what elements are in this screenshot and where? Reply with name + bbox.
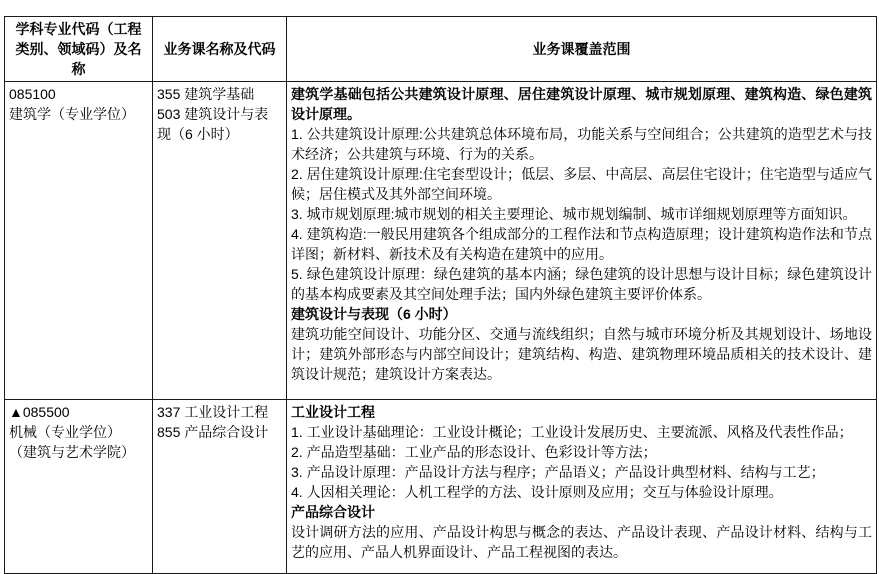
scope-paragraph: 5. 绿色建筑设计原理：绿色建筑的基本内涵；绿色建筑的设计思想与设计目标；绿色建筑设计的基本构成要素及其空间处理手法；国内外绿色建筑主要评价体系。 [291, 266, 872, 302]
course-scope-cell [287, 82, 877, 400]
major-code-line: 机械（专业学位） [9, 424, 121, 440]
scope-paragraph: 2. 产品造型基础：工业产品的形态设计、色彩设计等方法； [291, 444, 657, 460]
table-row [5, 82, 877, 400]
scope-section-heading: 产品综合设计 [291, 504, 375, 520]
course-name-cell [153, 400, 287, 574]
exam-subjects-table [4, 16, 877, 574]
major-code-line: 085100 [9, 86, 56, 102]
scope-paragraph: 4. 建筑构造:一般民用建筑各个组成部分的工程作法和节点构造原理；设计建筑构造作法和节点详图；新材料、新技术及有关构造在建筑中的应用。 [291, 226, 872, 262]
course-name-line: 855 产品综合设计 [157, 424, 269, 440]
major-code-cell [5, 400, 153, 574]
scope-paragraph: 1. 工业设计基础理论：工业设计概论；工业设计发展历史、主要流派、风格及代表性作品； [291, 424, 853, 440]
scope-paragraph: 3. 城市规划原理:城市规划的相关主要理论、城市规划编制、城市详细规划原理等方面知识。 [291, 206, 857, 222]
major-code-line: 建筑学（专业学位） [9, 106, 135, 122]
scope-paragraph: 2. 居住建筑设计原理:住宅套型设计；低层、多层、中高层、高层住宅设计；住宅造型与适应气候；居住模式及其外部空间环境。 [291, 166, 872, 202]
header-row [5, 17, 877, 82]
scope-paragraph: 建筑功能空间设计、功能分区、交通与流线组织；自然与城市环境分析及其规划设计、场地设计；建筑外部形态与内部空间设计；建筑结构、构造、建筑物理环境品质相关的技术设计、建筑设计规范；建筑设计方案表达。 [291, 326, 872, 382]
major-code-line: （建筑与艺术学院） [9, 444, 135, 460]
course-name-line: 503 建筑设计与表现（6 小时） [157, 106, 269, 142]
scope-section-heading: 建筑设计与表现（6 小时） [291, 306, 457, 322]
header-course-name: 业务课名称及代码 [153, 17, 287, 82]
scope-section-heading: 建筑学基础包括公共建筑设计原理、居住建筑设计原理、城市规划原理、建筑构造、绿色建筑设计原理。 [291, 86, 872, 122]
scope-paragraph: 4. 人因相关理论：人机工程学的方法、设计原则及应用；交互与体验设计原理。 [291, 484, 783, 500]
scope-paragraph: 1. 公共建筑设计原理:公共建筑总体环境布局，功能关系与空间组合；公共建筑的造型艺术与技术经济；公共建筑与环境、行为的关系。 [291, 126, 872, 162]
scope-paragraph: 3. 产品设计原理：产品设计方法与程序；产品语义；产品设计典型材料、结构与工艺； [291, 464, 825, 480]
table-row [5, 400, 877, 574]
scope-section-heading: 工业设计工程 [291, 404, 375, 420]
scope-paragraph: 设计调研方法的应用、产品设计构思与概念的表达、产品设计表现、产品设计材料、结构与工艺的应用、产品人机界面设计、产品工程视图的表达。 [291, 524, 872, 560]
course-name-line: 337 工业设计工程 [157, 404, 269, 420]
header-major-code: 学科专业代码（工程类别、领域码）及名称 [5, 17, 153, 82]
course-name-cell [153, 82, 287, 400]
course-scope-cell [287, 400, 877, 574]
course-name-line: 355 建筑学基础 [157, 86, 255, 102]
major-code-cell [5, 82, 153, 400]
major-code-line: ▲085500 [9, 404, 70, 420]
header-course-scope: 业务课覆盖范围 [287, 17, 877, 82]
